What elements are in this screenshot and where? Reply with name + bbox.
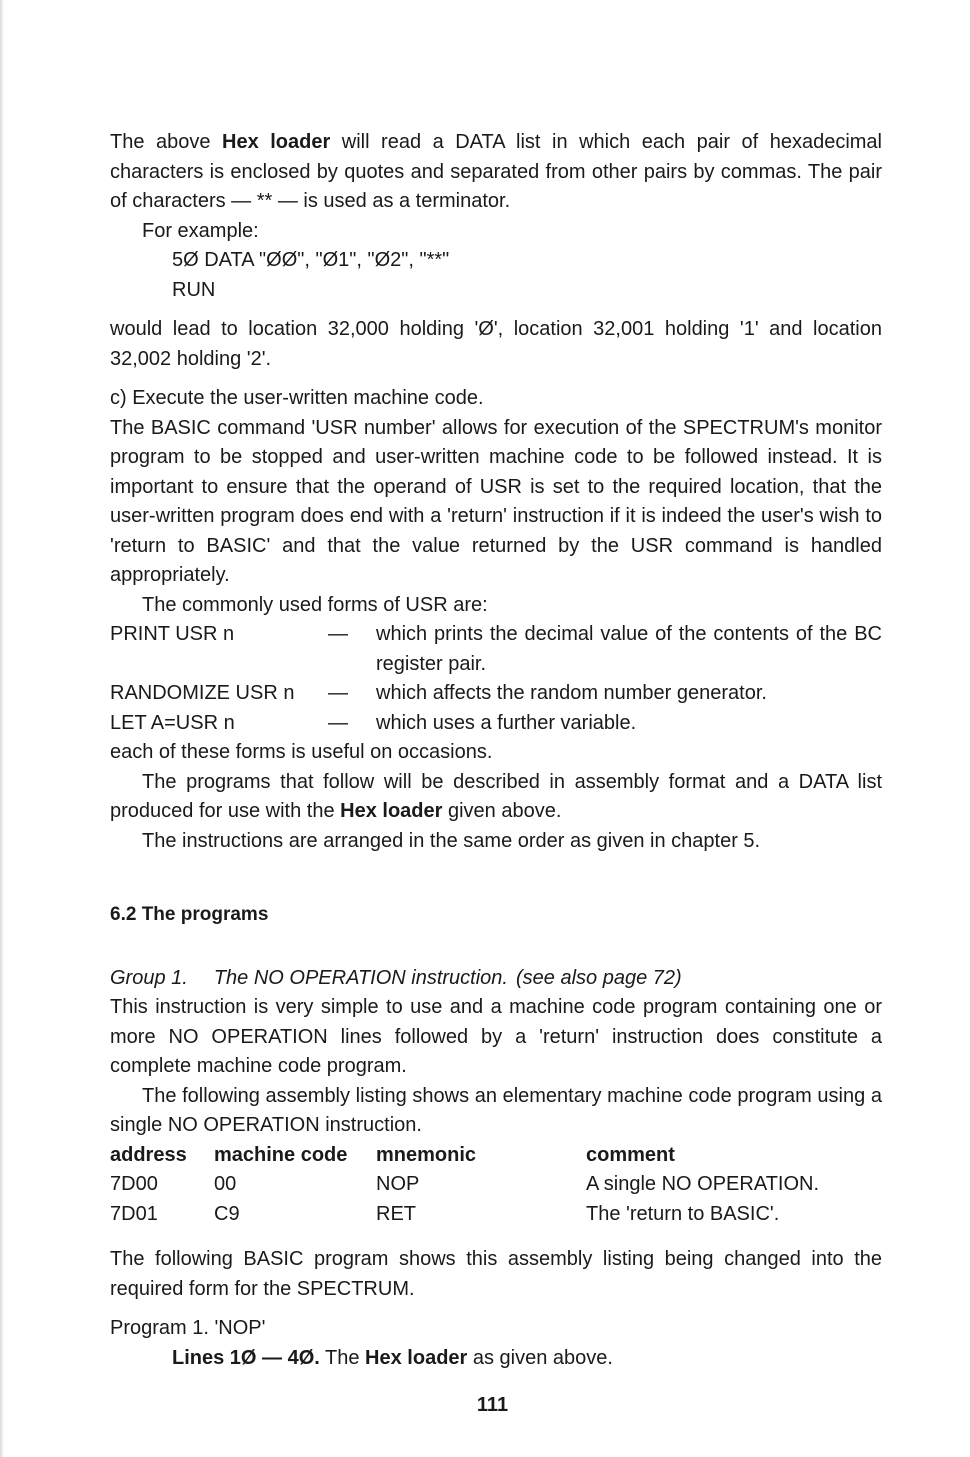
usr-forms-list <box>110 620 882 738</box>
order-paragraph: The instructions are arranged in the same order as given in chapter 5. <box>142 829 761 852</box>
intro-paragraph <box>110 128 882 217</box>
usr-form-row <box>110 620 882 679</box>
text-run: The <box>319 1346 366 1369</box>
usr-dash: — <box>328 682 348 704</box>
machine-code-cell: 00 <box>214 1173 237 1195</box>
page-body <box>110 128 882 1373</box>
usr-desc: which uses a further variable. <box>376 711 637 734</box>
group-heading <box>110 964 882 994</box>
text-run: The programs that follow will be described in assembly format and a DATA list produced for use with the <box>110 770 882 822</box>
text-run: given above. <box>442 800 562 822</box>
group-reference: (see also page 72) <box>515 966 682 989</box>
group-title: The NO OPERATION instruction. <box>213 966 508 989</box>
code-line: 5Ø DATA "ØØ", "Ø1", "Ø2", "**" <box>172 249 450 271</box>
bold-term: Hex loader <box>365 1346 468 1369</box>
table-row <box>110 1170 882 1200</box>
bold-term: Hex loader <box>340 800 443 822</box>
forms-note: each of these forms is useful on occasions. <box>110 741 493 763</box>
listing-header <box>110 1141 882 1171</box>
assembly-listing <box>110 1141 882 1230</box>
line-range: Lines 1Ø — 4Ø. <box>172 1346 320 1369</box>
usr-form: LET A=USR n <box>110 711 235 734</box>
address-cell: 7D00 <box>110 1173 158 1195</box>
step-c-heading: c) Execute the user-written machine code. <box>110 387 484 409</box>
usr-paragraph: The BASIC command 'USR number' allows for execution of the SPECTRUM's monitor program to be stopped and user-written machine code to be followed instead. It is important to ensure that the operand of USR is set to the required location, that the user-written program does end with a 'return' instruction if it is indeed the user's wish to 'return to BASIC' and that the value returned by the USR command is handled appropriately. <box>110 416 882 586</box>
usr-dash: — <box>328 711 348 734</box>
nop-paragraph: This instruction is very simple to use and a machine code program containing one or more NO OPERATION lines followed by a 'return' instruction does constitute a complete machine code program. <box>110 996 882 1077</box>
basic-program-paragraph: The following BASIC program shows this assembly listing being changed into the required form for the SPECTRUM. <box>110 1248 882 1300</box>
usr-dash: — <box>328 623 348 645</box>
program-lines <box>110 1344 882 1374</box>
group-label: Group 1. <box>110 966 188 989</box>
section-heading: 6.2 The programs <box>110 904 269 925</box>
listing-intro: The following assembly listing shows an elementary machine code program using a single NO OPERATION instruction. <box>110 1084 882 1136</box>
table-row <box>110 1200 882 1230</box>
usr-desc: which prints the decimal value of the contents of the BC register pair. <box>376 623 882 675</box>
code-line: RUN <box>172 278 216 301</box>
column-header: machine code <box>214 1143 348 1166</box>
usr-forms-intro: The commonly used forms of USR are: <box>142 593 488 616</box>
text-run: will read a DATA list in which each pair of hexadecimal characters is enclosed by quotes and separated from other pairs by commas. The pair of characters — ** — is used as a terminator. <box>110 131 882 212</box>
text-run: The above <box>110 131 222 153</box>
example-intro: For example: <box>142 219 259 242</box>
text-run: as given above. <box>467 1346 613 1369</box>
page-number: 111 <box>476 1394 509 1416</box>
programs-paragraph <box>110 768 882 827</box>
usr-form: RANDOMIZE USR n <box>110 682 295 704</box>
bold-term: Hex loader <box>222 131 331 153</box>
address-cell: 7D01 <box>110 1202 158 1225</box>
result-paragraph: would lead to location 32,000 holding 'Ø', location 32,001 holding '1' and location 32,002 holding '2'. <box>110 318 882 370</box>
mnemonic-cell: NOP <box>376 1173 420 1195</box>
column-header: comment <box>586 1143 675 1166</box>
column-header: address <box>110 1143 187 1166</box>
comment-cell: A single NO OPERATION. <box>586 1173 820 1195</box>
comment-cell: The 'return to BASIC'. <box>586 1202 780 1225</box>
machine-code-cell: C9 <box>214 1202 240 1225</box>
usr-desc: which affects the random number generator. <box>376 682 767 704</box>
column-header: mnemonic <box>376 1143 477 1166</box>
mnemonic-cell: RET <box>376 1202 416 1225</box>
usr-form: PRINT USR n <box>110 623 235 645</box>
page-edge-shadow <box>0 0 4 1457</box>
usr-form-row <box>110 709 882 739</box>
program-title: Program 1. 'NOP' <box>110 1317 266 1339</box>
usr-form-row <box>110 679 882 709</box>
